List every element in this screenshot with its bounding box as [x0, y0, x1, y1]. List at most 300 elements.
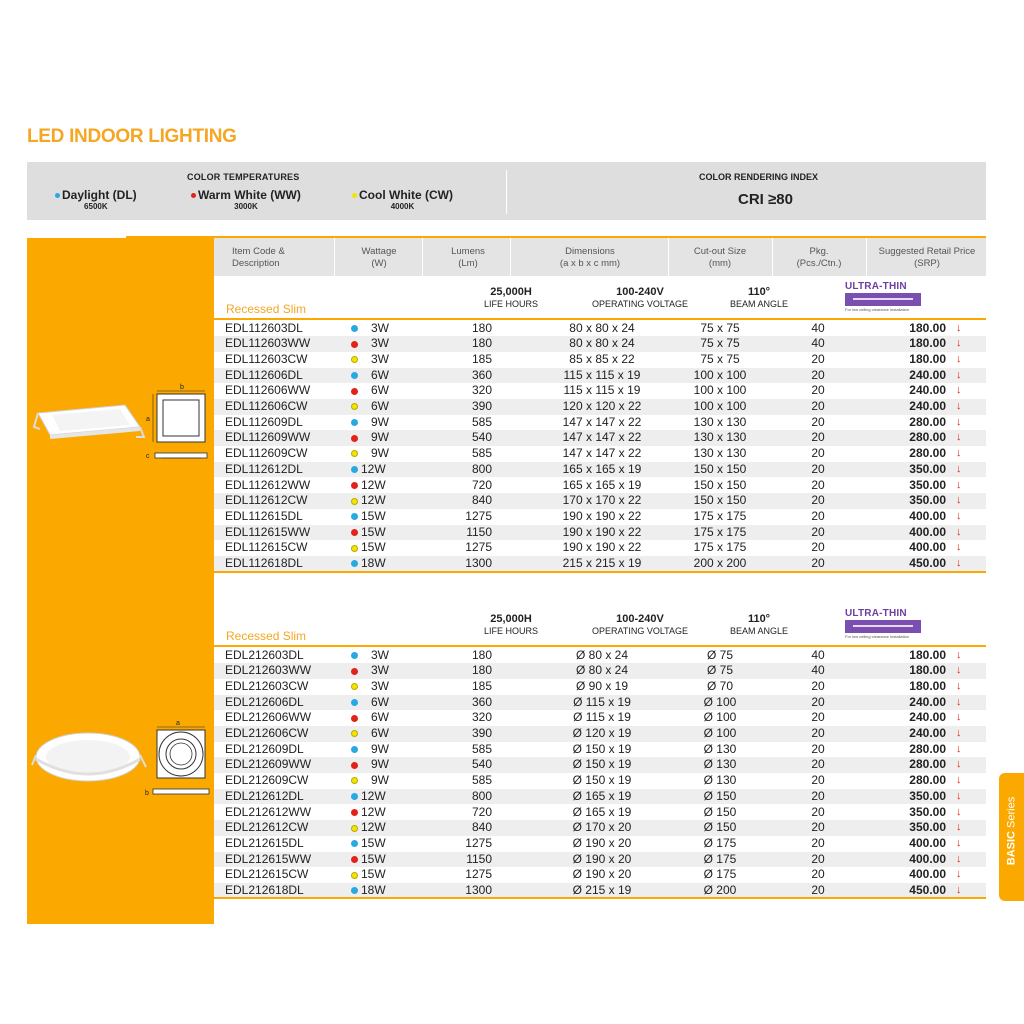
daylight-dot-icon — [55, 193, 60, 198]
dimensions: 190 x 190 x 22 — [562, 508, 642, 523]
dimensions: 147 x 147 x 22 — [562, 414, 642, 429]
wattage: 3W — [371, 336, 389, 351]
package-qty: 20 — [811, 414, 825, 429]
price-down-arrow-icon: ↓ — [956, 805, 962, 818]
section-1-top-line — [214, 318, 986, 320]
price-down-arrow-icon: ↓ — [956, 836, 962, 849]
package-qty: 20 — [811, 773, 825, 788]
section-2-top-line — [214, 645, 986, 647]
basic-series-tab: BASIC Series — [999, 773, 1024, 901]
wattage: 15W — [361, 540, 386, 555]
price-down-arrow-icon: ↓ — [956, 415, 962, 428]
price-down-arrow-icon: ↓ — [956, 525, 962, 538]
temp-dot-icon — [351, 419, 358, 426]
life-hours-2: 25,000H LIFE HOURS — [484, 613, 539, 636]
dimensions: Ø 150 x 19 — [572, 773, 632, 788]
package-qty: 20 — [811, 477, 825, 492]
wattage: 15W — [361, 867, 386, 882]
lumens: 1275 — [465, 508, 492, 523]
retail-price: 450.00 — [909, 883, 946, 897]
lumens: 540 — [471, 430, 492, 445]
dimensions: 170 x 170 x 22 — [562, 493, 642, 508]
cutout-size: Ø 75 — [706, 663, 733, 678]
dimensions: Ø 115 x 19 — [573, 694, 631, 709]
temp-dot-icon — [351, 513, 358, 520]
temp-dot-icon — [351, 652, 358, 659]
dimensions: 215 x 215 x 19 — [562, 556, 642, 570]
wattage: 3W — [371, 351, 389, 366]
ultra-thin-bar-icon — [845, 293, 921, 306]
section-1-bottom-line — [214, 571, 986, 573]
wattage-cell — [351, 336, 389, 352]
table-row — [214, 478, 986, 494]
dimensions: Ø 80 x 24 — [575, 647, 629, 662]
lumens: 585 — [471, 446, 492, 461]
item-code: EDL112606WW — [225, 383, 311, 398]
price-down-arrow-icon: ↓ — [956, 774, 962, 787]
temp-dot-icon — [351, 715, 358, 722]
lumens: 180 — [471, 336, 492, 351]
price-down-arrow-icon: ↓ — [956, 664, 962, 677]
wattage-cell — [351, 321, 389, 337]
retail-price: 400.00 — [909, 835, 946, 850]
wattage-cell — [351, 710, 389, 726]
cutout-size: 150 x 150 — [693, 493, 747, 508]
table-row — [214, 648, 986, 664]
ultra-thin-bar-icon — [845, 620, 921, 633]
package-qty: 20 — [811, 710, 825, 725]
wattage: 6W — [371, 710, 389, 725]
table-row — [214, 773, 986, 789]
temp-dot-icon — [351, 872, 358, 879]
temp-warm-white: Warm White (WW) 3000K — [191, 188, 301, 211]
package-qty: 20 — [811, 351, 825, 366]
item-code: EDL112612WW — [225, 477, 311, 492]
retail-price: 180.00 — [909, 351, 946, 366]
price-down-arrow-icon: ↓ — [956, 541, 962, 554]
item-code: EDL212618DL — [225, 883, 304, 897]
cutout-size: Ø 130 — [703, 757, 737, 772]
item-code: EDL212603WW — [225, 663, 312, 678]
table-row — [214, 805, 986, 821]
package-qty: 40 — [811, 647, 825, 662]
retail-price: 400.00 — [909, 867, 946, 882]
item-code: EDL212615WW — [225, 851, 312, 866]
header-srp: Suggested Retail Price (SRP) — [878, 246, 976, 269]
wattage: 3W — [371, 320, 389, 335]
retail-price: 240.00 — [909, 726, 946, 740]
retail-price: 280.00 — [909, 430, 946, 445]
lumens: 185 — [471, 351, 492, 366]
dimensions: 190 x 190 x 22 — [562, 540, 642, 555]
cutout-size: 75 x 75 — [700, 351, 740, 366]
item-code: EDL112606DL — [225, 367, 303, 382]
wattage: 15W — [361, 508, 386, 523]
wattage-cell — [351, 867, 386, 883]
wattage: 18W — [361, 556, 386, 570]
package-qty: 20 — [811, 757, 825, 772]
dimensions: Ø 120 x 19 — [572, 726, 632, 740]
lumens: 180 — [471, 647, 492, 662]
section-2-title: Recessed Slim — [226, 629, 307, 643]
wattage: 6W — [371, 726, 389, 740]
wattage: 6W — [371, 694, 389, 709]
temp-dot-icon — [351, 466, 358, 473]
temp-dot-icon — [351, 498, 358, 505]
retail-price: 400.00 — [909, 851, 946, 866]
wattage-cell — [351, 430, 389, 446]
cutout-size: 200 x 200 — [693, 556, 747, 570]
price-down-arrow-icon: ↓ — [956, 884, 962, 896]
cutout-size: 175 x 175 — [693, 508, 747, 523]
temp-dot-icon — [351, 545, 358, 552]
operating-voltage-2: 100-240V OPERATING VOLTAGE — [592, 613, 689, 636]
ultra-thin-badge: ULTRA-THIN For low ceiling clearance installation — [845, 281, 921, 312]
lumens: 1275 — [465, 540, 492, 555]
item-code: EDL212609CW — [225, 773, 309, 788]
wattage: 18W — [361, 883, 386, 897]
temp-dot-icon — [351, 746, 358, 753]
table-row — [214, 352, 986, 368]
table-row — [214, 368, 986, 384]
package-qty: 20 — [811, 867, 825, 882]
wattage-cell — [351, 773, 389, 789]
table-row — [214, 430, 986, 446]
lumens: 720 — [471, 477, 492, 492]
table-row — [214, 399, 986, 415]
temp-dot-icon — [351, 388, 358, 395]
wattage-cell — [351, 525, 386, 541]
price-down-arrow-icon: ↓ — [956, 852, 962, 865]
retail-price: 350.00 — [909, 477, 946, 492]
cutout-size: 130 x 130 — [693, 446, 747, 461]
dimensions: Ø 90 x 19 — [575, 678, 629, 693]
price-down-arrow-icon: ↓ — [956, 400, 962, 412]
table-row — [214, 742, 986, 758]
wattage-cell — [351, 836, 386, 852]
dimensions: Ø 115 x 19 — [573, 710, 631, 725]
retail-price: 350.00 — [909, 804, 946, 819]
table-row — [214, 852, 986, 868]
dimensions: 115 x 115 x 19 — [563, 367, 641, 382]
temp-dot-icon — [351, 809, 358, 816]
lumens: 585 — [471, 773, 492, 788]
dimensions: Ø 215 x 19 — [572, 883, 632, 897]
package-qty: 40 — [811, 336, 825, 351]
temp-dot-icon — [351, 529, 358, 536]
table-row — [214, 383, 986, 399]
price-down-arrow-icon: ↓ — [956, 557, 962, 569]
retail-price: 280.00 — [909, 414, 946, 429]
dimensions: Ø 165 x 19 — [572, 804, 632, 819]
wattage-cell — [351, 462, 386, 478]
retail-price: 240.00 — [909, 694, 946, 709]
wattage: 12W — [361, 493, 386, 508]
price-down-arrow-icon: ↓ — [956, 368, 962, 381]
package-qty: 20 — [811, 446, 825, 461]
wattage: 15W — [361, 524, 386, 539]
wattage-cell — [351, 852, 386, 868]
retail-price: 280.00 — [909, 757, 946, 772]
lumens: 1275 — [465, 867, 492, 882]
lumens: 585 — [471, 414, 492, 429]
wattage-cell — [351, 415, 389, 431]
section-2-bottom-line — [214, 897, 986, 899]
item-code: EDL112615DL — [225, 508, 303, 523]
package-qty: 20 — [811, 788, 825, 803]
cutout-size: 100 x 100 — [693, 383, 747, 398]
retail-price: 400.00 — [909, 540, 946, 555]
header-pkg: Pkg. (Pcs./Ctn.) — [796, 246, 842, 269]
cutout-size: Ø 100 — [703, 726, 737, 740]
wattage-cell — [351, 757, 389, 773]
lumens: 800 — [471, 461, 492, 476]
cutout-size: 100 x 100 — [693, 367, 747, 382]
price-down-arrow-icon: ↓ — [956, 648, 962, 661]
lumens: 185 — [471, 678, 492, 693]
cutout-size: Ø 150 — [703, 804, 737, 819]
cri-heading: COLOR RENDERING INDEX — [699, 172, 819, 182]
retail-price: 180.00 — [909, 647, 946, 662]
wattage-cell — [351, 540, 386, 556]
retail-price: 400.00 — [909, 524, 946, 539]
price-down-arrow-icon: ↓ — [956, 758, 962, 771]
price-down-arrow-icon: ↓ — [956, 431, 962, 444]
temp-dot-icon — [351, 668, 358, 675]
retail-price: 180.00 — [909, 678, 946, 693]
wattage: 15W — [361, 851, 386, 866]
lumens: 540 — [471, 757, 492, 772]
color-info-band — [27, 162, 986, 220]
item-code: EDL212606DL — [225, 694, 304, 709]
cutout-size: 150 x 150 — [693, 477, 747, 492]
table-row — [214, 525, 986, 541]
wattage-cell — [351, 695, 389, 711]
price-down-arrow-icon: ↓ — [956, 679, 962, 692]
wattage-cell — [351, 446, 389, 462]
retail-price: 280.00 — [909, 773, 946, 788]
table-row — [214, 695, 986, 711]
round-panel-image — [28, 725, 153, 795]
retail-price: 350.00 — [909, 493, 946, 508]
dimensions: 80 x 80 x 24 — [569, 320, 635, 335]
package-qty: 20 — [811, 556, 825, 570]
price-down-arrow-icon: ↓ — [956, 494, 962, 507]
svg-text:a: a — [176, 720, 180, 727]
dimensions: 80 x 80 x 24 — [569, 336, 635, 351]
package-qty: 20 — [811, 804, 825, 819]
temp-dot-icon — [351, 560, 358, 567]
item-code: EDL112618DL — [225, 556, 303, 570]
retail-price: 180.00 — [909, 336, 946, 351]
wattage-cell — [351, 726, 389, 742]
wattage: 3W — [371, 663, 389, 678]
retail-price: 400.00 — [909, 508, 946, 523]
table-row — [214, 540, 986, 556]
temp-dot-icon — [351, 450, 358, 457]
wattage: 9W — [371, 446, 389, 461]
price-down-arrow-icon: ↓ — [956, 337, 962, 350]
temp-dot-icon — [351, 435, 358, 442]
wattage-cell — [351, 556, 386, 572]
package-qty: 20 — [811, 383, 825, 398]
temp-dot-icon — [351, 887, 358, 894]
wattage: 12W — [361, 820, 386, 835]
package-qty: 20 — [811, 493, 825, 508]
dimensions: Ø 190 x 20 — [572, 851, 632, 866]
package-qty: 40 — [811, 663, 825, 678]
lumens: 1300 — [465, 556, 492, 570]
section-2-head — [214, 607, 986, 647]
wattage-cell — [351, 368, 389, 384]
lumens: 320 — [471, 710, 492, 725]
temp-dot-icon — [351, 856, 358, 863]
wattage: 3W — [371, 678, 389, 693]
package-qty: 20 — [811, 540, 825, 555]
item-code: EDL212603DL — [225, 647, 304, 662]
band-divider — [506, 170, 507, 214]
item-code: EDL212612WW — [225, 804, 312, 819]
square-dimension-diagram — [143, 381, 213, 466]
temp-dot-icon — [351, 777, 358, 784]
price-down-arrow-icon: ↓ — [956, 742, 962, 755]
lumens: 1275 — [465, 835, 492, 850]
package-qty: 20 — [811, 399, 825, 413]
wattage-cell — [351, 789, 386, 805]
dimensions: 120 x 120 x 22 — [562, 399, 642, 413]
table-row — [214, 446, 986, 462]
retail-price: 350.00 — [909, 461, 946, 476]
table-row — [214, 710, 986, 726]
wattage-cell — [351, 742, 389, 758]
cutout-size: Ø 100 — [703, 710, 737, 725]
retail-price: 280.00 — [909, 741, 946, 756]
wattage-cell — [351, 478, 386, 494]
item-code: EDL112603CW — [225, 351, 308, 366]
retail-price: 240.00 — [909, 383, 946, 398]
table-row — [214, 726, 986, 742]
retail-price: 240.00 — [909, 367, 946, 382]
item-code: EDL212606CW — [225, 726, 309, 740]
wattage-cell — [351, 493, 386, 509]
operating-voltage: 100-240V OPERATING VOLTAGE — [592, 286, 689, 309]
item-code: EDL212615DL — [225, 835, 304, 850]
wattage: 9W — [371, 430, 389, 445]
table-header — [214, 238, 986, 276]
package-qty: 20 — [811, 367, 825, 382]
item-code: EDL112609CW — [225, 446, 308, 461]
item-code: EDL112606CW — [225, 399, 308, 413]
item-code: EDL212615CW — [225, 867, 309, 882]
retail-price: 450.00 — [909, 556, 946, 570]
item-code: EDL112609WW — [225, 430, 311, 445]
wattage-cell — [351, 805, 386, 821]
dimensions: 147 x 147 x 22 — [562, 446, 642, 461]
dimensions: Ø 170 x 20 — [572, 820, 632, 835]
dimensions: Ø 150 x 19 — [572, 757, 632, 772]
wattage-cell — [351, 679, 389, 695]
lumens: 390 — [471, 399, 492, 413]
package-qty: 20 — [811, 820, 825, 835]
lumens: 720 — [471, 804, 492, 819]
retail-price: 240.00 — [909, 399, 946, 413]
dimensions: 190 x 190 x 22 — [562, 524, 642, 539]
cutout-size: Ø 130 — [703, 741, 737, 756]
temp-dot-icon — [351, 356, 358, 363]
wattage-cell — [351, 383, 389, 399]
product-image-panel — [27, 238, 214, 924]
table-row — [214, 820, 986, 836]
beam-angle: 110° BEAM ANGLE — [730, 286, 789, 309]
cutout-size: Ø 100 — [703, 694, 737, 709]
temp-dot-icon — [351, 325, 358, 332]
wattage: 12W — [361, 804, 386, 819]
temp-dot-icon — [351, 341, 358, 348]
header-wattage: Wattage (W) — [361, 246, 397, 269]
retail-price: 280.00 — [909, 446, 946, 461]
table-row — [214, 415, 986, 431]
lumens: 390 — [471, 726, 492, 740]
svg-text:b: b — [145, 790, 149, 797]
lumens: 800 — [471, 788, 492, 803]
wattage: 9W — [371, 757, 389, 772]
lumens: 840 — [471, 820, 492, 835]
wattage: 12W — [361, 461, 386, 476]
wattage: 12W — [361, 788, 386, 803]
temp-dot-icon — [351, 683, 358, 690]
package-qty: 20 — [811, 835, 825, 850]
table-row — [214, 836, 986, 852]
lumens: 180 — [471, 663, 492, 678]
package-qty: 20 — [811, 430, 825, 445]
round-dimension-diagram — [143, 717, 213, 802]
item-code: EDL212609WW — [225, 757, 312, 772]
svg-text:c: c — [146, 453, 150, 460]
table-row — [214, 321, 986, 337]
temp-dot-icon — [351, 372, 358, 379]
package-qty: 20 — [811, 508, 825, 523]
beam-angle-2: 110° BEAM ANGLE — [730, 613, 789, 636]
table-row — [214, 663, 986, 679]
cutout-size: Ø 175 — [703, 851, 737, 866]
price-down-arrow-icon: ↓ — [956, 352, 962, 365]
package-qty: 40 — [811, 320, 825, 335]
item-code: EDL212612CW — [225, 820, 309, 835]
table-row — [214, 336, 986, 352]
temp-daylight: Daylight (DL) 6500K — [55, 188, 137, 211]
package-qty: 20 — [811, 851, 825, 866]
price-down-arrow-icon: ↓ — [956, 789, 962, 802]
header-dimensions: Dimensions (a x b x c mm) — [559, 246, 621, 269]
cutout-size: Ø 150 — [703, 788, 737, 803]
lumens: 360 — [471, 694, 492, 709]
dimensions: Ø 190 x 20 — [572, 835, 632, 850]
package-qty: 20 — [811, 678, 825, 693]
table-row — [214, 789, 986, 805]
lumens: 585 — [471, 741, 492, 756]
table-row — [214, 679, 986, 695]
lumens: 180 — [471, 320, 492, 335]
wattage-cell — [351, 820, 386, 836]
wattage-cell — [351, 399, 389, 415]
cutout-size: 175 x 175 — [693, 524, 747, 539]
cutout-size: Ø 70 — [706, 678, 733, 693]
table-row — [214, 493, 986, 509]
svg-text:a: a — [146, 416, 150, 423]
table-row — [214, 757, 986, 773]
price-down-arrow-icon: ↓ — [956, 821, 962, 834]
price-down-arrow-icon: ↓ — [956, 462, 962, 475]
